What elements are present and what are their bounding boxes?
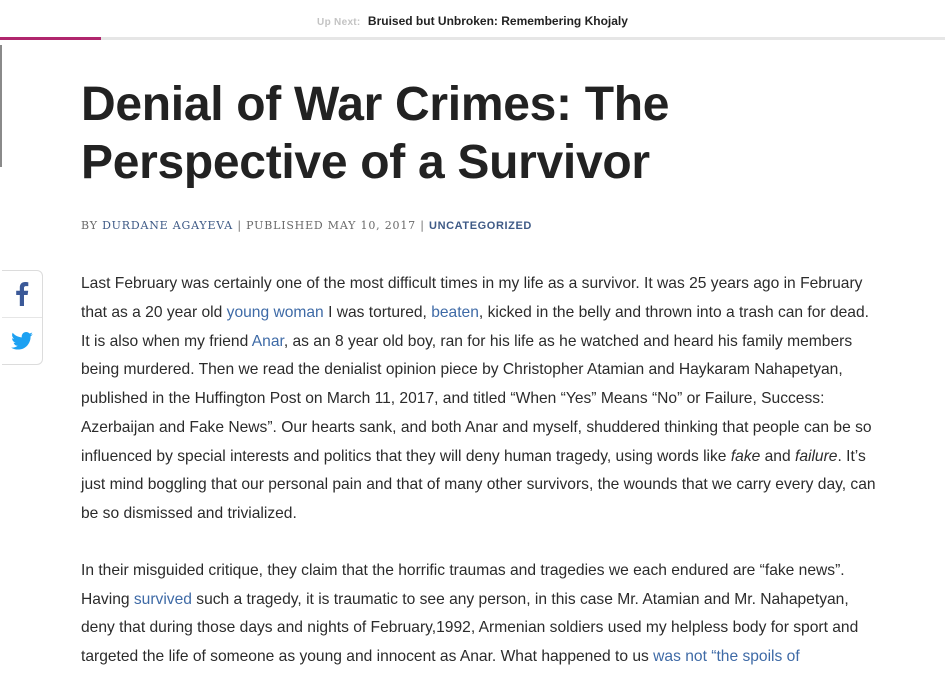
- paragraph-text: . It’s just mind boggling that our personal pain and that of many other survivors, the wounds that we carry every day, can be so dismissed and trivialized.: [81, 447, 876, 522]
- paragraph-text: , kicked in the belly and thrown into a trash can for dead. It is also when my friend: [81, 303, 869, 350]
- byline-by: BY: [81, 219, 98, 232]
- facebook-share-button[interactable]: [2, 271, 42, 318]
- paragraph-text: and: [760, 447, 795, 465]
- emphasis-failure: failure: [794, 447, 838, 465]
- article-body: [81, 270, 881, 700]
- paragraph-text: I was tortured,: [323, 303, 432, 321]
- emphasis-fake: fake: [730, 447, 761, 465]
- byline-separator: |: [420, 219, 425, 232]
- link-young-woman[interactable]: young woman: [226, 303, 324, 321]
- link-spoils-of-war[interactable]: was not “the spoils of: [653, 648, 800, 665]
- article-title: [81, 76, 841, 192]
- link-survived[interactable]: survived: [133, 590, 192, 608]
- up-next[interactable]: [0, 13, 945, 31]
- reading-progress-fill: [0, 37, 101, 40]
- reading-progress-bar: [0, 37, 945, 40]
- byline: [81, 219, 532, 232]
- up-next-title[interactable]: Bruised but Unbroken: Remembering Khojaly: [367, 14, 628, 28]
- paragraph-1: [81, 270, 881, 529]
- top-bar: [0, 0, 945, 40]
- share-panel: [2, 270, 43, 365]
- article-title-line2: Perspective of a Survivor: [81, 136, 650, 189]
- paragraph-2: [81, 557, 881, 672]
- link-anar[interactable]: Anar: [251, 332, 284, 350]
- published-date: PUBLISHED MAY 10, 2017: [246, 219, 416, 232]
- up-next-label: Up Next:: [317, 17, 361, 28]
- author-link[interactable]: DURDANE AGAYEVA: [102, 219, 234, 232]
- byline-separator: |: [237, 219, 242, 232]
- facebook-icon: [15, 282, 29, 306]
- paragraph-text: , as an 8 year old boy, ran for his life as he watched and heard his family members being murdered. Then we read the denialist opinion piece by Christopher Atamian and Haykaram Nahapetyan, published in the Huffington Post on March 11, 2017, and titled “When “Yes” Means “No” or Failure, Success: Azerbaijan and Fake News”. Our hearts sank, and both Anar and myself, shuddered thinking that people can be so influenced by special interests and politics that they will deny human tragedy, using words like: [81, 332, 872, 465]
- twitter-share-button[interactable]: [2, 318, 42, 364]
- category-link[interactable]: UNCATEGORIZED: [429, 220, 532, 232]
- twitter-icon: [11, 332, 33, 350]
- paragraph-text: In their misguided critique, they claim that the horrific traumas and tragedies we each endured are “fake news”. Having: [81, 561, 845, 608]
- article-title-line1: Denial of War Crimes: The: [81, 78, 670, 131]
- left-edge-line: [0, 45, 2, 167]
- paragraph-text: Last February was certainly one of the most difficult times in my life as a survivor. It was 25 years ago in February that as a 20 year old: [81, 275, 863, 321]
- paragraph-text: such a tragedy, it is traumatic to see any person, in this case Mr. Atamian and Mr. Nahapetyan, deny that during those days and nights of February,1992, Armenian soldiers used my helpless body for sport and targeted the life of someone as young and innocent as Anar. What happened to us: [81, 590, 859, 665]
- link-beaten[interactable]: beaten: [431, 303, 479, 321]
